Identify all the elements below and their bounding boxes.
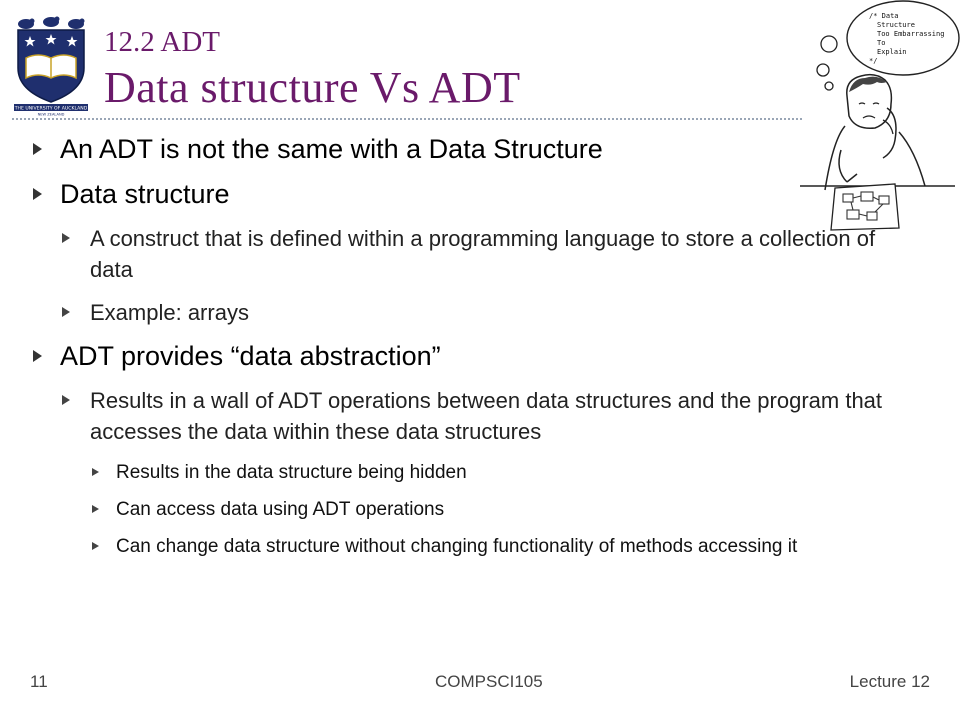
bullet-arrow-icon	[33, 143, 42, 155]
bullet-arrow-icon	[33, 188, 42, 200]
list-item	[30, 223, 910, 285]
course-code: COMPSCI105	[435, 672, 543, 691]
thought-line: */	[869, 57, 878, 65]
bullet-arrow-icon	[92, 468, 99, 476]
thought-line: Too Embarrassing	[877, 30, 945, 38]
thought-line: To	[877, 39, 886, 47]
page-title: Data structure Vs ADT	[104, 63, 521, 112]
list-item	[30, 297, 910, 328]
kiwi-bird-icon	[18, 17, 85, 30]
bullet-arrow-icon	[92, 505, 99, 513]
svg-text:NEW ZEALAND: NEW ZEALAND	[37, 112, 65, 116]
slide-footer	[0, 672, 960, 702]
bullet-text: A construct that is defined within a programming language to store a collection of data	[90, 226, 876, 282]
bullet-text: Data structure	[60, 179, 230, 209]
list-item	[30, 496, 910, 523]
bullet-text: ADT provides “data abstraction”	[60, 341, 441, 371]
bullet-text: Results in a wall of ADT operations between data structures and the program that accesses the data within these data structures	[90, 388, 883, 444]
list-item	[30, 459, 910, 486]
section-subtitle: 12.2 ADT	[104, 26, 220, 58]
bullet-text: Can access data using ADT operations	[116, 499, 445, 520]
svg-text:THE UNIVERSITY OF AUCKLAND: THE UNIVERSITY OF AUCKLAND	[14, 106, 88, 112]
bullet-list	[30, 133, 910, 570]
university-crest-logo	[12, 16, 90, 116]
lecture-label: Lecture 12	[849, 672, 930, 691]
bullet-text: Example: arrays	[90, 300, 249, 325]
bullet-arrow-icon	[62, 233, 70, 243]
bullet-text: Can change data structure without changing functionality of methods accessing it	[116, 536, 798, 557]
bullet-arrow-icon	[92, 542, 99, 550]
thought-line: Explain	[877, 48, 907, 56]
list-item	[30, 385, 910, 447]
bullet-arrow-icon	[62, 395, 70, 405]
bullet-arrow-icon	[62, 307, 70, 317]
thought-line: Structure	[877, 21, 915, 29]
slide-number: 11	[30, 672, 48, 691]
thought-line: /* Data	[869, 12, 899, 20]
bullet-text: Results in the data structure being hidden	[116, 462, 467, 483]
list-item	[30, 133, 910, 165]
title-divider	[12, 118, 802, 120]
bullet-text: An ADT is not the same with a Data Structure	[60, 134, 603, 164]
list-item	[30, 533, 910, 560]
bullet-arrow-icon	[33, 350, 42, 362]
list-item	[30, 340, 910, 372]
list-item	[30, 178, 910, 210]
